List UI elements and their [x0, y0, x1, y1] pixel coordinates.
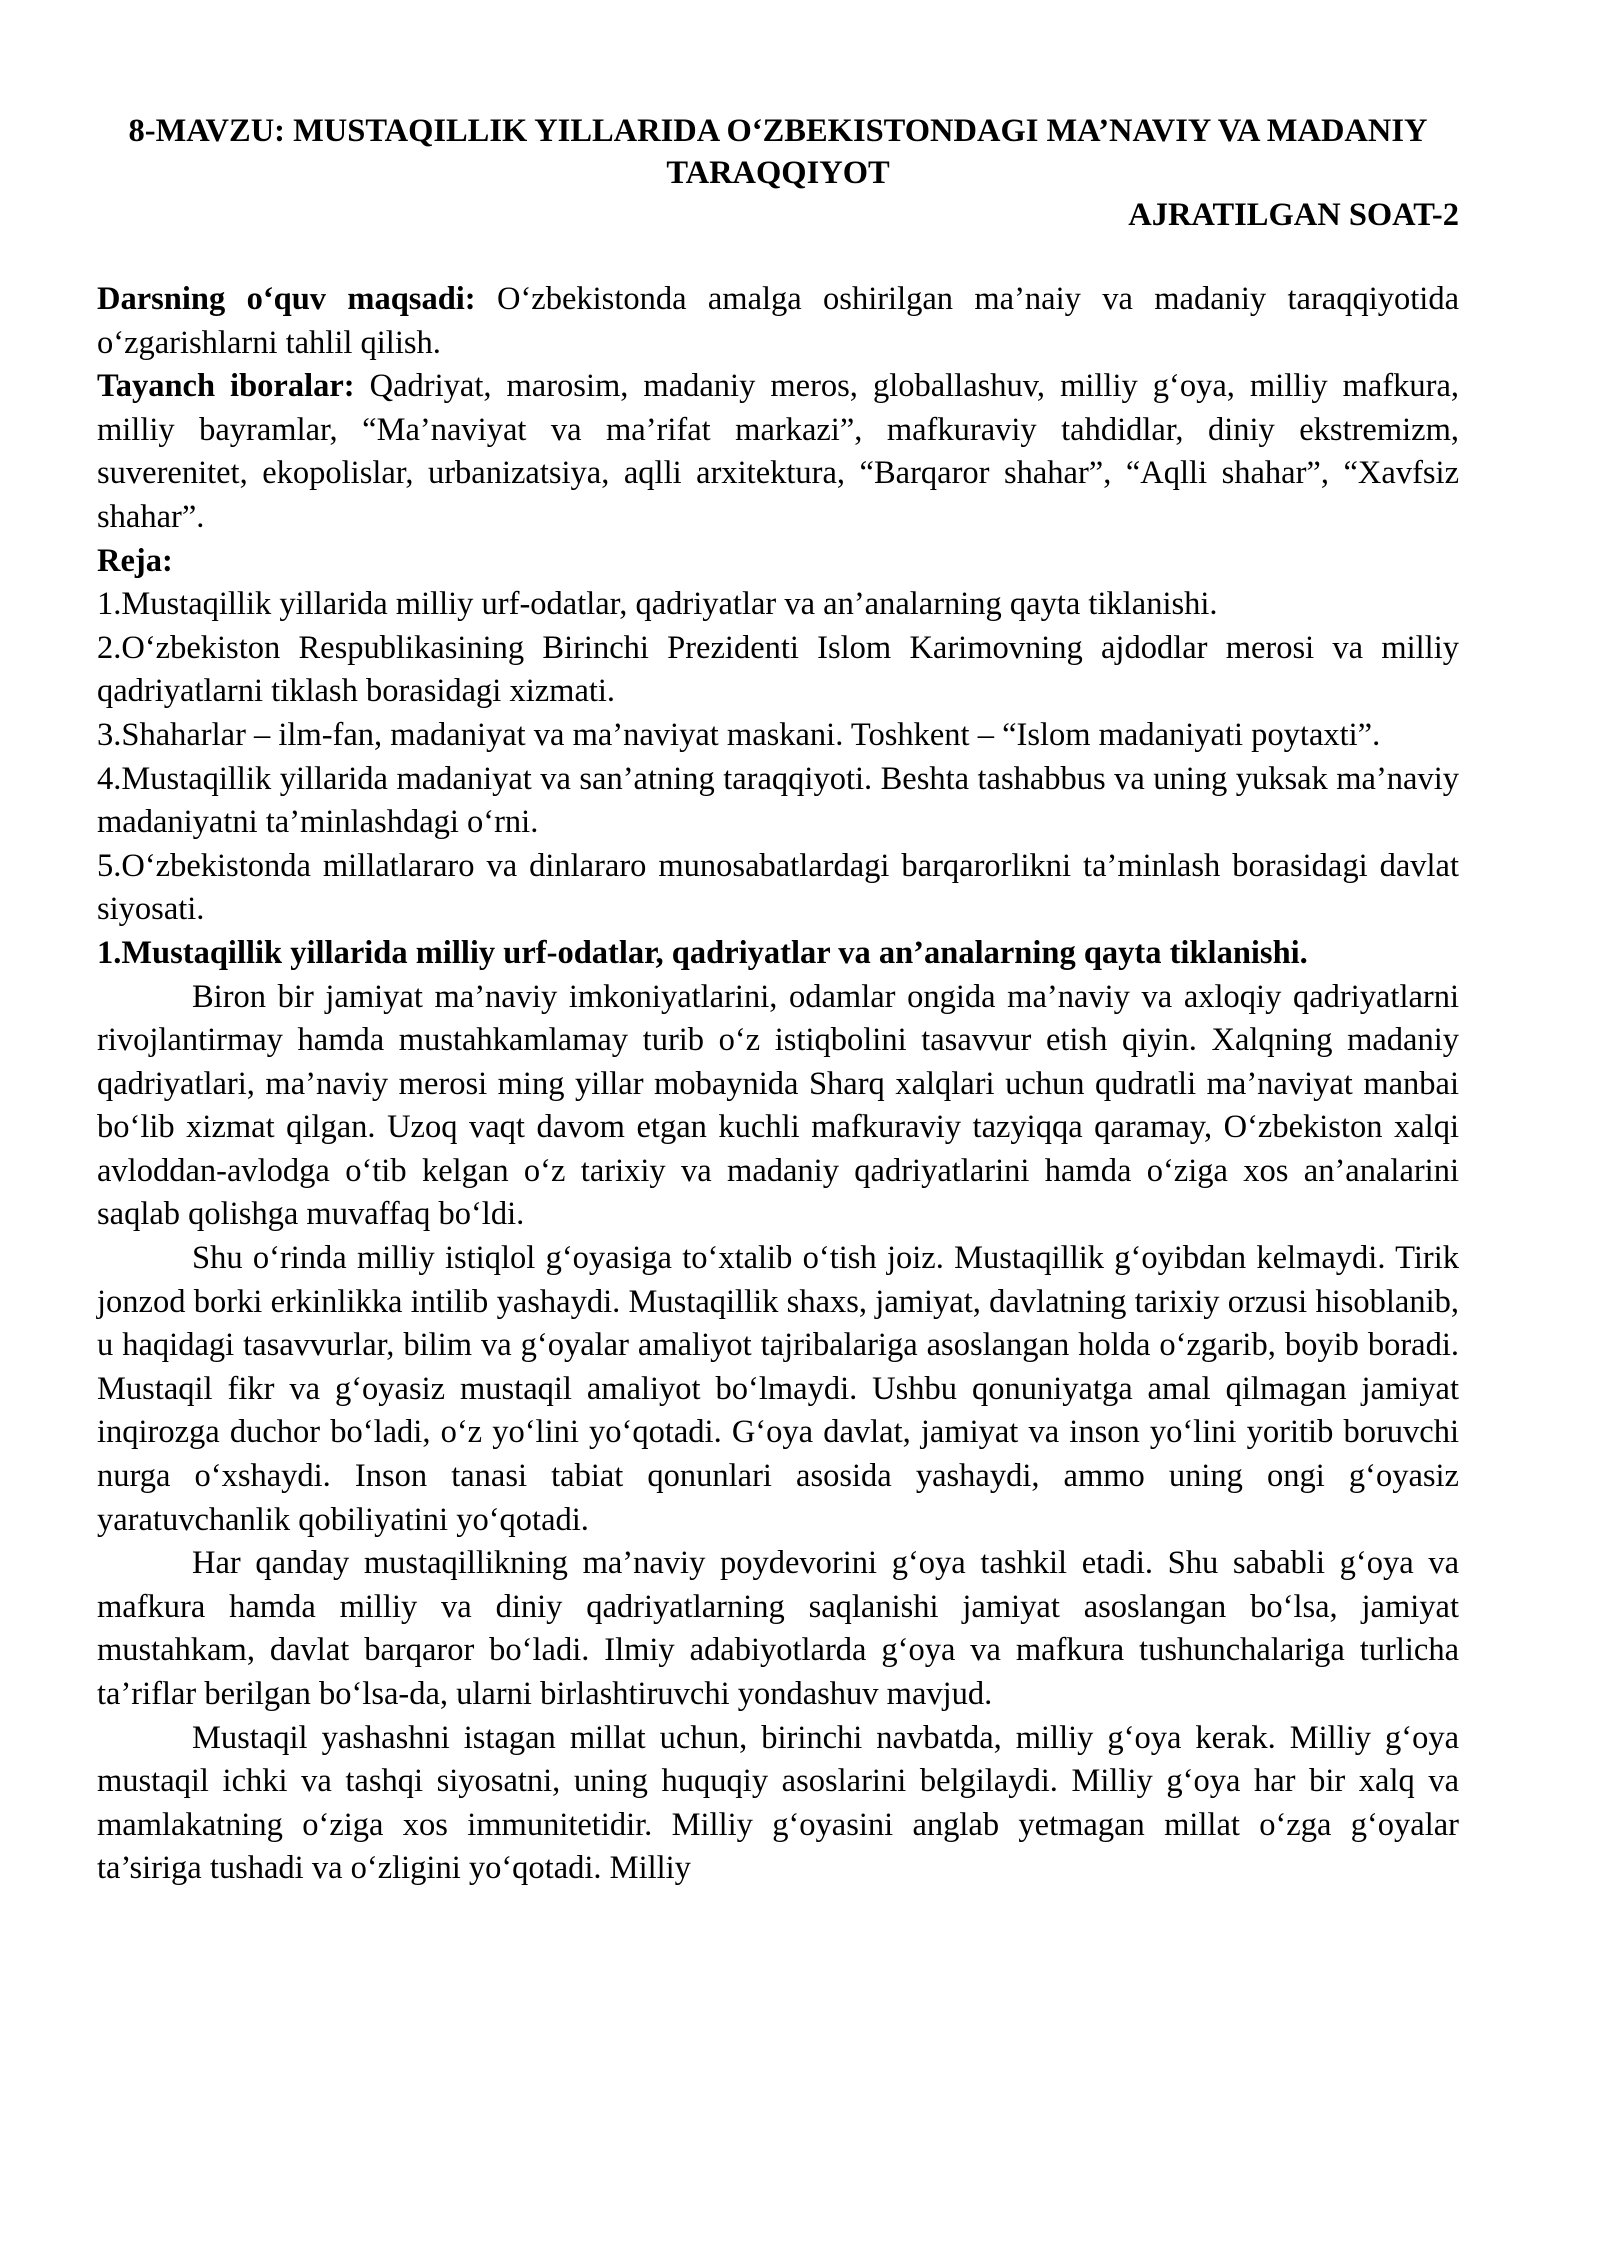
body-paragraph: Mustaqil yashashni istagan millat uchun, birinchi navbatda, milliy g‘oya kerak. Milliy g‘oya mustaqil ichki va tashqi siyosatni, uning huquqiy asoslarini belgilaydi. Milliy g‘oya har bir xalq va mamlakatning o‘ziga xos immunitetidir. Milliy g‘oyasini anglab yetmagan millat o‘zga g‘oyalar ta’siriga tushadi va o‘zligini yo‘qotadi. Milliy [97, 1719, 1459, 1887]
lesson-goal-text: O‘zbekistonda amalga oshirilgan ma’naiy va madaniy taraqqiyotida o‘zgarishlarni tahlil qilish. [97, 281, 1459, 361]
lesson-goal-label: Darsning o‘quv maqsadi: [97, 281, 476, 317]
key-terms [97, 365, 1459, 539]
document-title: 8-MAVZU: MUSTAQILLIK YILLARIDA O‘ZBEKISTONDAGI MA’NAVIY VA MADANIY TARAQQIYOT [128, 113, 1428, 191]
key-terms-label: Tayanch iboralar: [97, 368, 355, 405]
plan-item: 1.Mustaqillik yillarida milliy urf-odatlar, qadriyatlar va an’analarning qayta tiklanishi. [97, 586, 1218, 623]
lesson-goal [97, 278, 1459, 365]
plan-heading: Reja: [97, 542, 173, 579]
section-heading: 1.Mustaqillik yillarida milliy urf-odatlar, qadriyatlar va an’analarning qayta tiklanishi. [97, 934, 1308, 971]
key-terms-text: Qadriyat, marosim, madaniy meros, globallashuv, milliy g‘oya, milliy mafkura, milliy bayramlar, “Ma’naviyat va ma’rifat markazi”, mafkuraviy tahdidlar, diniy ekstremizm, suverenitet, ekopolislar, urbanizatsiya, aqlli arxitektura, “Barqaror shahar”, “Aqlli shahar”, “Xavfsiz shahar”. [97, 368, 1459, 535]
document-page [97, 110, 1459, 1891]
plan-item: 2.O‘zbekiston Respublikasining Birinchi Prezidenti Islom Karimovning ajdodlar merosi va milliy qadriyatlarni tiklash borasidagi xizmati. [97, 629, 1459, 710]
allotted-hours: AJRATILGAN SOAT-2 [1128, 197, 1459, 233]
plan-item: 5.O‘zbekistonda millatlararo va dinlararo munosabatlardagi barqarorlikni ta’minlash borasidagi davlat siyosati. [97, 847, 1459, 928]
body-paragraph: Shu o‘rinda milliy istiqlol g‘oyasiga to‘xtalib o‘tish joiz. Mustaqillik g‘oyibdan kelmaydi. Tirik jonzod borki erkinlikka intilib yashaydi. Mustaqillik shaxs, jamiyat, davlatning tarixiy orzusi hisoblanib, u haqidagi tasavvurlar, bilim va g‘oyalar amaliyot tajribalariga asoslangan holda o‘zgarib, boyib boradi. Mustaqil fikr va g‘oyasiz mustaqil amaliyot bo‘lmaydi. Ushbu qonuniyatga amal qilmagan jamiyat inqirozga duchor bo‘ladi, o‘z yo‘lini yo‘qotadi. G‘oya davlat, jamiyat va inson yo‘lini yoritib boruvchi nurga o‘xshaydi. Inson tanasi tabiat qonunlari asosida yashaydi, ammo uning ongi g‘oyasiz yaratuvchanlik qobiliyatini yo‘qotadi. [97, 1240, 1459, 1538]
plan-item: 4.Mustaqillik yillarida madaniyat va san’atning taraqqiyoti. Beshta tashabbus va uning yuksak ma’naviy madaniyatni ta’minlashdagi o‘rni. [97, 760, 1459, 841]
body-paragraph: Har qanday mustaqillikning ma’naviy poydevorini g‘oya tashkil etadi. Shu sababli g‘oya va mafkura hamda milliy va diniy qadriyatlarning saqlanishi jamiyat asoslangan bo‘lsa, jamiyat mustahkam, davlat barqaror bo‘ladi. Ilmiy adabiyotlarda g‘oya va mafkura tushunchalariga turlicha ta’riflar berilgan bo‘lsa-da, ularni birlashtiruvchi yondashuv mavjud. [97, 1545, 1459, 1712]
body-paragraph: Biron bir jamiyat ma’naviy imkoniyatlarini, odamlar ongida ma’naviy va axloqiy qadriyatlarni rivojlantirmay hamda mustahkamlamay turib o‘z istiqbolini tasavvur etish qiyin. Xalqning madaniy qadriyatlari, ma’naviy merosi ming yillar mobaynida Sharq xalqlari uchun qudratli ma’naviyat manbai bo‘lib xizmat qilgan. Uzoq vaqt davom etgan kuchli mafkuraviy tazyiqqa qaramay, O‘zbekiston xalqi avloddan-avlodga o‘tib kelgan o‘z tarixiy va madaniy qadriyatlarini hamda o‘ziga xos an’analarini saqlab qolishga muvaffaq bo‘ldi. [97, 978, 1459, 1233]
plan-item: 3.Shaharlar – ilm-fan, madaniyat va ma’naviyat maskani. Toshkent – “Islom madaniyati poytaxti”. [97, 716, 1381, 753]
